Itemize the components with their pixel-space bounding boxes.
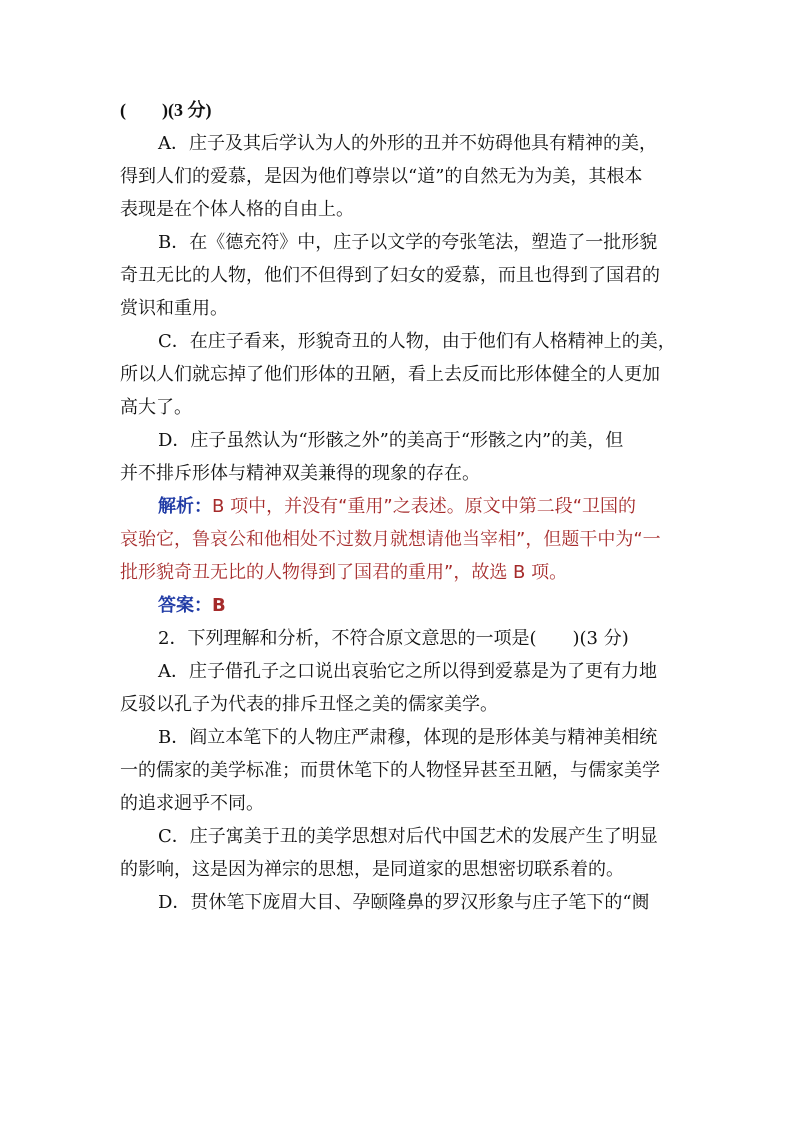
q2-option-b-line: B．阎立本笔下的人物庄严肃穆，体现的是形体美与精神美相统 xyxy=(158,727,658,748)
analysis-line: 哀骀它，鲁哀公和他相处不过数月就想请他当宰相”，但题干中为“一 xyxy=(120,529,661,550)
question-2-option-c xyxy=(120,820,680,886)
q2-option-a-line: A．庄子借孔子之口说出哀骀它之所以得到爱慕是为了更有力地 xyxy=(158,661,657,682)
question-2-option-a xyxy=(120,655,680,721)
option-d-line: D．庄子虽然认为“形骸之外”的美高于“形骸之内”的美，但 xyxy=(158,430,624,451)
answer-line xyxy=(120,589,680,622)
option-c-line: C．在庄子看来，形貌奇丑的人物，由于他们有人格精神上的美， xyxy=(158,331,676,352)
option-b-line: 奇丑无比的人物，他们不但得到了妇女的爱慕，而且也得到了国君的 xyxy=(120,265,660,286)
option-a-line: 得到人们的爱慕，是因为他们尊崇以“道”的自然无为为美，其根本 xyxy=(120,166,643,187)
option-b-line: 赏识和重用。 xyxy=(120,298,228,319)
q2-option-c-line: C．庄子寓美于丑的美学思想对后代中国艺术的发展产生了明显 xyxy=(158,826,658,847)
option-c-line: 所以人们就忘掉了他们形体的丑陋，看上去反而比形体健全的人更加 xyxy=(120,364,660,385)
question-2-option-d xyxy=(120,886,680,919)
analysis-line: 批形貌奇丑无比的人物得到了国君的重用”，故选 B 项。 xyxy=(120,562,568,583)
question-1-score-header xyxy=(120,94,680,127)
analysis-text: B 项中，并没有“重用”之表述。原文中第二段“卫国的 xyxy=(212,496,637,517)
analysis-line xyxy=(120,490,680,523)
q2-option-a-line: 反驳以孔子为代表的排斥丑怪之美的儒家美学。 xyxy=(120,694,498,715)
q2-option-c-line: 的影响，这是因为禅宗的思想，是同道家的思想密切联系着的。 xyxy=(120,859,624,880)
question-1-option-b xyxy=(120,226,680,325)
question-2-stem: 2．下列理解和分析，不符合原文意思的一项是( )(3 分) xyxy=(158,628,629,649)
question-1-option-a xyxy=(120,127,680,226)
document-page xyxy=(120,94,680,919)
option-b-line: B．在《德充符》中，庄子以文学的夸张笔法，塑造了一批形貌 xyxy=(158,232,658,253)
analysis-block xyxy=(120,490,680,589)
question-1-header-text: ( )(3 分) xyxy=(120,100,212,120)
question-2-option-b xyxy=(120,721,680,820)
option-d-line: 并不排斥形体与精神双美兼得的现象的存在。 xyxy=(120,463,480,484)
answer-value: B xyxy=(212,595,226,616)
option-c-line: 高大了。 xyxy=(120,397,192,418)
question-1-option-d xyxy=(120,424,680,490)
option-a-line: 表现是在个体人格的自由上。 xyxy=(120,199,354,220)
analysis-label: 解析： xyxy=(158,496,212,517)
option-a-line: A．庄子及其后学认为人的外形的丑并不妨碍他具有精神的美， xyxy=(158,133,657,154)
q2-option-d-line: D．贯休笔下庞眉大目、孕颐隆鼻的罗汉形象与庄子笔下的“阓 xyxy=(158,892,650,913)
q2-option-b-line: 一的儒家的美学标准；而贯休笔下的人物怪异甚至丑陋，与儒家美学 xyxy=(120,760,660,781)
q2-option-b-line: 的追求迥乎不同。 xyxy=(120,793,264,814)
question-1-option-c xyxy=(120,325,680,424)
answer-label: 答案： xyxy=(158,595,212,616)
